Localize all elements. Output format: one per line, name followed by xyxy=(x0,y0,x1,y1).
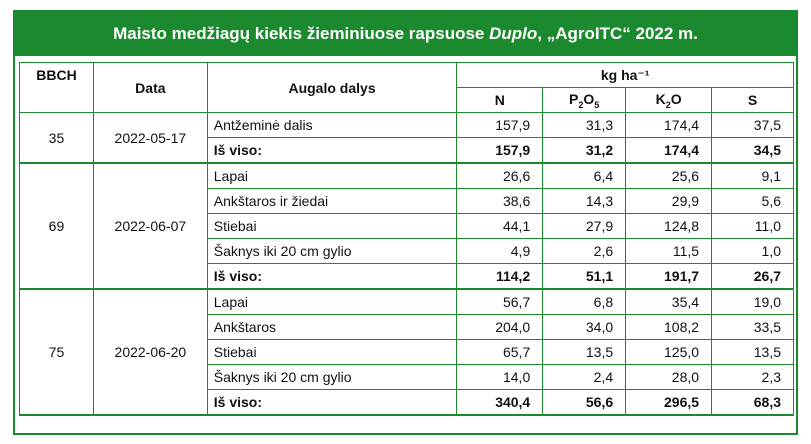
n-cell: 157,9 xyxy=(457,138,543,164)
k2o-cell: 108,2 xyxy=(626,315,712,340)
p2o5-cell: 51,1 xyxy=(543,264,626,290)
n-cell: 340,4 xyxy=(457,390,543,416)
n-cell: 114,2 xyxy=(457,264,543,290)
title-prefix: Maisto medžiagų kiekis žieminiuose rapsuose xyxy=(113,24,485,43)
k2o-cell: 35,4 xyxy=(626,289,712,315)
header-k2o: $K_2O$ xyxy=(626,88,712,113)
k2o-cell: 296,5 xyxy=(626,390,712,416)
part-cell: Lapai xyxy=(207,163,457,189)
p2o5-cell: 31,3 xyxy=(543,113,626,138)
p2o5-cell: 13,5 xyxy=(543,340,626,365)
k2o-cell: 28,0 xyxy=(626,365,712,390)
bbch-cell: 69 xyxy=(20,163,94,289)
n-cell: 14,0 xyxy=(457,365,543,390)
part-cell: Stiebai xyxy=(207,214,457,239)
header-parts: Augalo dalys xyxy=(207,63,457,113)
p2o5-cell: 6,8 xyxy=(543,289,626,315)
s-cell: 19,0 xyxy=(712,289,794,315)
header-date: Data xyxy=(93,63,207,113)
s-cell: 68,3 xyxy=(712,390,794,416)
bbch-cell: 35 xyxy=(20,113,94,164)
table-title xyxy=(15,12,796,56)
p2o5-cell: 34,0 xyxy=(543,315,626,340)
k2o-cell: 174,4 xyxy=(626,113,712,138)
part-cell: Šaknys iki 20 cm gylio xyxy=(207,365,457,390)
n-cell: 56,7 xyxy=(457,289,543,315)
n-cell: 65,7 xyxy=(457,340,543,365)
n-cell: 204,0 xyxy=(457,315,543,340)
part-cell: Iš viso: xyxy=(207,264,457,290)
title-variety: Duplo xyxy=(489,24,538,43)
table-row xyxy=(20,289,794,315)
table-row xyxy=(20,113,794,138)
part-cell: Iš viso: xyxy=(207,138,457,164)
table-body xyxy=(20,113,794,416)
table-frame xyxy=(13,10,798,435)
header-s: S xyxy=(712,88,794,113)
title-suffix: , „AgroITC“ 2022 m. xyxy=(537,24,698,43)
p2o5-cell: 27,9 xyxy=(543,214,626,239)
part-cell: Stiebai xyxy=(207,340,457,365)
n-cell: 4,9 xyxy=(457,239,543,264)
k2o-cell: 124,8 xyxy=(626,214,712,239)
s-cell: 33,5 xyxy=(712,315,794,340)
s-cell: 13,5 xyxy=(712,340,794,365)
table-row xyxy=(20,163,794,189)
header-p2o5: $P_2O_5$ xyxy=(543,88,626,113)
part-cell: Lapai xyxy=(207,289,457,315)
s-cell: 26,7 xyxy=(712,264,794,290)
header-bbch: BBCH xyxy=(20,63,94,113)
part-cell: Ankštaros xyxy=(207,315,457,340)
bbch-cell: 75 xyxy=(20,289,94,415)
k2o-cell: 125,0 xyxy=(626,340,712,365)
p2o5-cell: 14,3 xyxy=(543,189,626,214)
s-cell: 37,5 xyxy=(712,113,794,138)
nutrient-table xyxy=(19,62,794,416)
part-cell: Ankštaros ir žiedai xyxy=(207,189,457,214)
part-cell: Antžeminė dalis xyxy=(207,113,457,138)
n-cell: 38,6 xyxy=(457,189,543,214)
n-cell: 26,6 xyxy=(457,163,543,189)
date-cell: 2022-05-17 xyxy=(93,113,207,164)
header-n: N xyxy=(457,88,543,113)
p2o5-cell: 2,4 xyxy=(543,365,626,390)
part-cell: Šaknys iki 20 cm gylio xyxy=(207,239,457,264)
date-cell: 2022-06-07 xyxy=(93,163,207,289)
header-unit: kg ha⁻¹ xyxy=(457,63,794,88)
s-cell: 2,3 xyxy=(712,365,794,390)
s-cell: 9,1 xyxy=(712,163,794,189)
s-cell: 1,0 xyxy=(712,239,794,264)
k2o-cell: 11,5 xyxy=(626,239,712,264)
k2o-cell: 174,4 xyxy=(626,138,712,164)
p2o5-cell: 31,2 xyxy=(543,138,626,164)
k2o-cell: 25,6 xyxy=(626,163,712,189)
k2o-cell: 191,7 xyxy=(626,264,712,290)
date-cell: 2022-06-20 xyxy=(93,289,207,415)
p2o5-cell: 6,4 xyxy=(543,163,626,189)
s-cell: 34,5 xyxy=(712,138,794,164)
n-cell: 44,1 xyxy=(457,214,543,239)
p2o5-cell: 56,6 xyxy=(543,390,626,416)
part-cell: Iš viso: xyxy=(207,390,457,416)
s-cell: 11,0 xyxy=(712,214,794,239)
s-cell: 5,6 xyxy=(712,189,794,214)
k2o-cell: 29,9 xyxy=(626,189,712,214)
p2o5-cell: 2,6 xyxy=(543,239,626,264)
n-cell: 157,9 xyxy=(457,113,543,138)
